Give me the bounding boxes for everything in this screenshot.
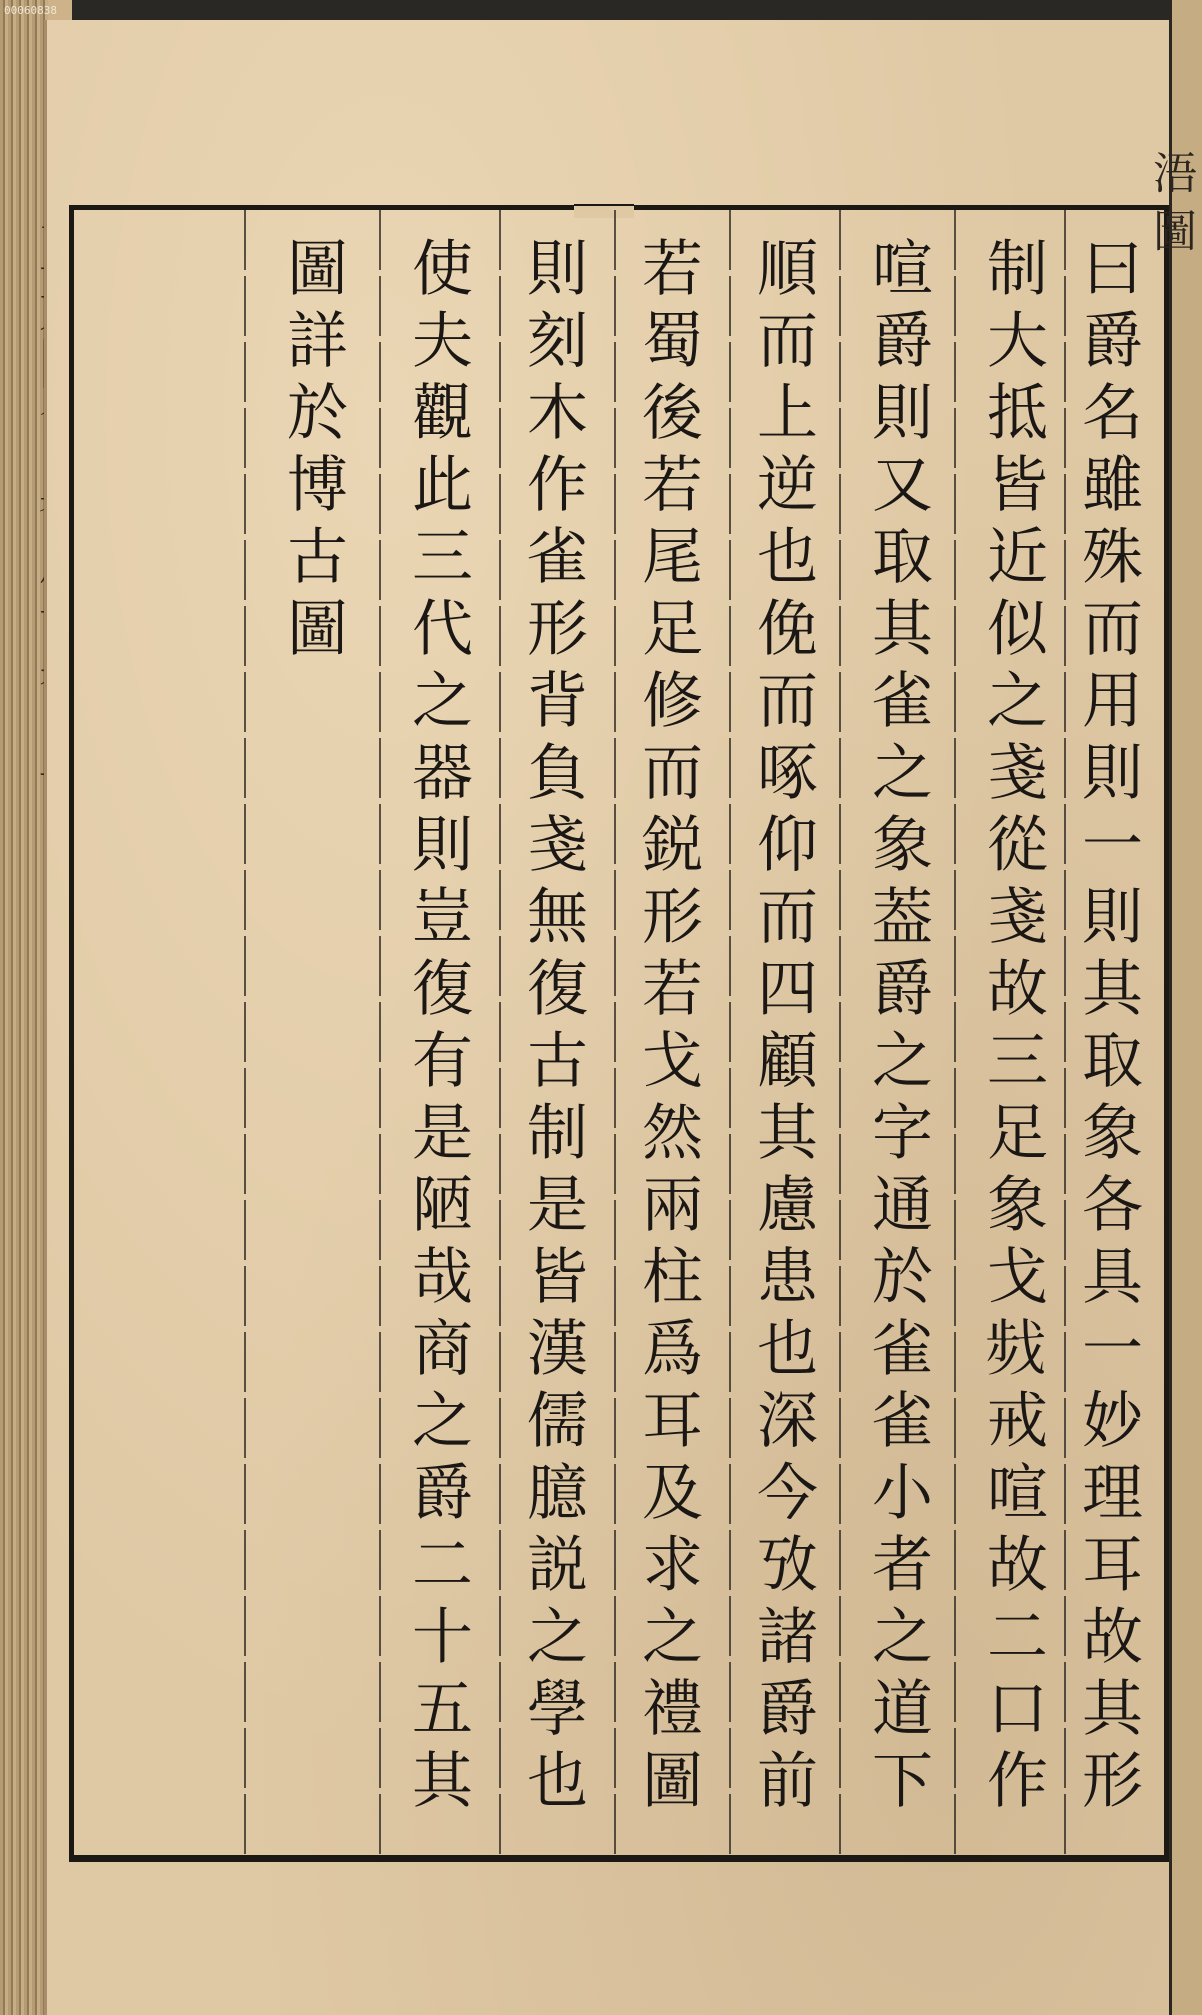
column-rule <box>729 210 731 1855</box>
column-rule <box>244 210 246 1855</box>
text-column-4: 順而上逆也俛而啄仰而四顧其慮患也深今攷諸爵前 <box>747 236 818 1820</box>
column-rule <box>954 210 956 1855</box>
right-page-margin <box>1145 0 1202 2015</box>
scan-id-label: 00060838 <box>4 4 57 17</box>
page <box>44 20 1172 2015</box>
text-column-1: 曰爵名雖殊而用則一則其取象各具一妙理耳故其形 <box>1072 236 1143 1820</box>
text-column-8: 圖詳於博古圖 <box>277 236 348 668</box>
column-rule <box>499 210 501 1855</box>
text-column-6: 則刻木作雀形背負戔無復古制是皆漢儒臆説之學也 <box>517 236 588 1820</box>
column-rule <box>614 210 616 1855</box>
text-column-5: 若蜀後若尾足修而鋭形若戈然兩柱爲耳及求之禮圖 <box>632 236 703 1820</box>
text-column-7: 使夫觀此三代之器則豈復有是陋哉商之爵二十五其 <box>402 236 473 1820</box>
text-frame <box>69 205 1171 1862</box>
column-rule <box>1064 210 1066 1855</box>
right-page-fragment: 浯 圖 <box>1145 150 1196 252</box>
text-column-3: 喧爵則又取其雀之象葢爵之字通於雀雀小者之道下 <box>862 236 933 1820</box>
text-column-2: 制大抵皆近似之戔從戔故三足象戈𢧁戒喧故二口作 <box>977 236 1048 1820</box>
column-rule <box>379 210 381 1855</box>
column-rule <box>839 210 841 1855</box>
